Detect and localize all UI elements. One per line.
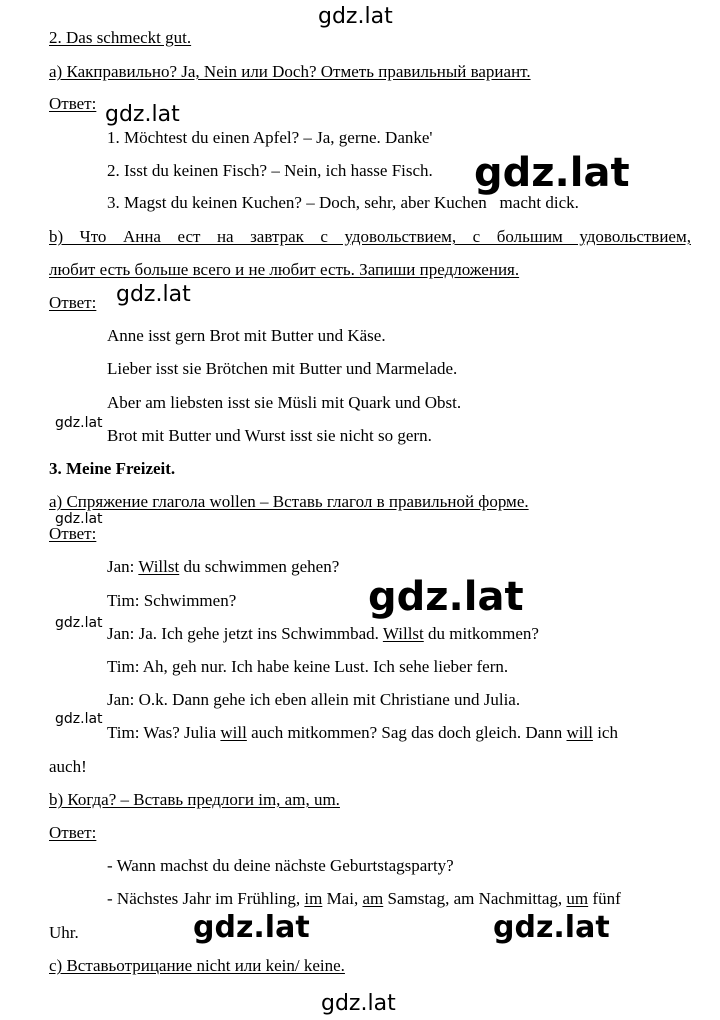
dialog-text: auch mitkommen? Sag das doch gleich. Dann bbox=[246, 723, 567, 742]
watermark: gdz.lat bbox=[321, 991, 396, 1016]
answer-line bbox=[107, 889, 621, 909]
dialog-text: Tim: Was? Julia bbox=[107, 723, 221, 742]
answer-label: Ответ: bbox=[49, 293, 97, 312]
watermark: gdz.lat bbox=[493, 910, 610, 945]
answer-word: will bbox=[566, 723, 593, 742]
section-title: 3. Meine Freizeit. bbox=[49, 459, 176, 478]
watermark: gdz.lat bbox=[55, 415, 103, 431]
watermark: gdz.lat bbox=[193, 910, 310, 945]
watermark: gdz.lat bbox=[368, 574, 524, 620]
watermark: gdz.lat bbox=[55, 711, 103, 727]
answer-label: Ответ: bbox=[49, 524, 97, 543]
answer-word: Willst bbox=[382, 624, 424, 643]
dialog-line bbox=[107, 624, 539, 644]
task-heading: любит есть больше всего и не любит есть. Запиши предложения. bbox=[49, 260, 520, 279]
answer-word: im bbox=[304, 889, 323, 908]
answer-line: Uhr. bbox=[49, 923, 79, 942]
dialog-line: Jan: O.k. Dann gehe ich eben allein mit Christiane und Julia. bbox=[107, 690, 521, 709]
answer-text: Mai, bbox=[322, 889, 363, 908]
watermark: gdz.lat bbox=[105, 102, 180, 127]
answer-text: fünf bbox=[588, 889, 621, 908]
dialog-line bbox=[107, 557, 339, 577]
answer-line: 3. Magst du keinen Kuchen? – Doch, sehr, aber Kuchen macht dick. bbox=[107, 193, 579, 212]
watermark: gdz.lat bbox=[116, 282, 191, 307]
answer-text: Samstag, am Nachmittag, bbox=[383, 889, 567, 908]
dialog-line bbox=[107, 723, 618, 743]
answer-line: 2. Isst du keinen Fisch? – Nein, ich hasse Fisch. bbox=[107, 161, 433, 180]
answer-line: - Wann machst du deine nächste Geburtstagsparty? bbox=[107, 856, 454, 875]
watermark: gdz.lat bbox=[318, 4, 393, 29]
answer-label: Ответ: bbox=[49, 823, 97, 842]
dialog-text: ich bbox=[592, 723, 618, 742]
answer-label: Ответ: bbox=[49, 94, 97, 113]
answer-line: Lieber isst sie Brötchen mit Butter und Marmelade. bbox=[107, 359, 458, 378]
task-heading: c) Вставьотрицание nicht или kein/ keine. bbox=[49, 956, 345, 975]
task-heading: а) Спряжение глагола wollen – Вставь глагол в правильной форме. bbox=[49, 492, 529, 511]
answer-word: um bbox=[566, 889, 589, 908]
section-title: 2. Das schmeckt gut. bbox=[49, 28, 192, 47]
task-heading: b) Что Анна ест на завтрак с удовольствием, с большим удовольствием, bbox=[49, 227, 691, 246]
watermark: gdz.lat bbox=[55, 615, 103, 631]
watermark: gdz.lat bbox=[474, 150, 630, 196]
answer-line: Brot mit Butter und Wurst isst sie nicht so gern. bbox=[107, 426, 432, 445]
answer-line: Anne isst gern Brot mit Butter und Käse. bbox=[107, 326, 386, 345]
answer-word: am bbox=[362, 889, 384, 908]
task-heading: а) Какправильно? Ja, Nein или Doch? Отметь правильный вариант. bbox=[49, 62, 531, 81]
dialog-line: auch! bbox=[49, 757, 87, 776]
dialog-text: Jan: bbox=[107, 557, 139, 576]
dialog-text: du schwimmen gehen? bbox=[179, 557, 340, 576]
answer-line: 1. Möchtest du einen Apfel? – Ja, gerne. Danke' bbox=[107, 128, 433, 147]
watermark: gdz.lat bbox=[55, 511, 103, 527]
dialog-text: Jan: Ja. Ich gehe jetzt ins Schwimmbad. bbox=[107, 624, 383, 643]
answer-word: Willst bbox=[138, 557, 180, 576]
answer-text: - Nächstes Jahr im Frühling, bbox=[107, 889, 305, 908]
dialog-line: Tim: Ah, geh nur. Ich habe keine Lust. Ich sehe lieber fern. bbox=[107, 657, 509, 676]
answer-word: will bbox=[220, 723, 247, 742]
task-heading: b) Когда? – Вставь предлоги im, am, um. bbox=[49, 790, 340, 809]
dialog-line: Tim: Schwimmen? bbox=[107, 591, 237, 610]
dialog-text: du mitkommen? bbox=[423, 624, 539, 643]
answer-line: Aber am liebsten isst sie Müsli mit Quark und Obst. bbox=[107, 393, 462, 412]
